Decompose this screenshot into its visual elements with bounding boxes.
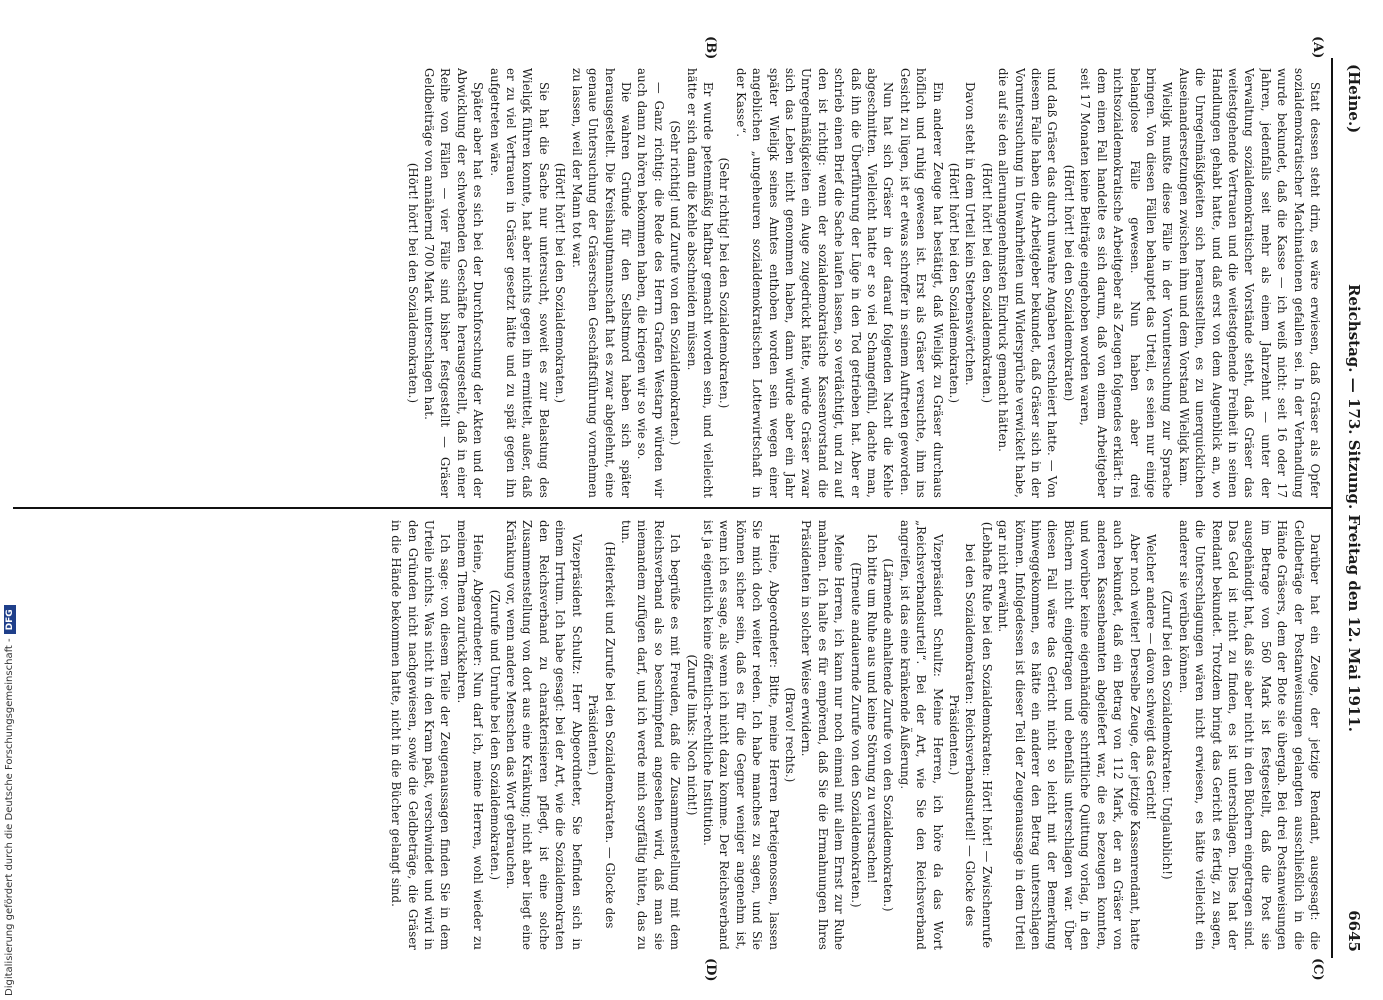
paragraph: Die wahren Gründe für den Selbstmord haben sich später herausgestellt. Die Kreishauptmannschaft hat es zwar abgelehnt, eine genaue Untersuchung der Gräserschen Geschäftsführung vornehmen zu lassen, weil der Mann tot war. [569,68,633,498]
right-column [18,520,1323,950]
interjection: (Lärmende anhaltende Zurufe von den Sozialdemokraten.) [881,558,896,912]
interjection: (Sehr richtig! und Zurufe von den Sozialdemokraten.) [668,120,683,446]
speech-paragraph: Vizepräsident Schultz: Meine Herren, ich höre da das Wort „Reichsverbandsurteil“. Bei der Art, wie Sie den Reichsverband angreifen, ist das eine kränkende Äußerung. [897,520,945,950]
paragraph: Aber noch weiter! Derselbe Zeuge, der jetzige Kassenrendant, hatte auch bekundet, daß ein Betrag von 112 Mark, der an Gräser von anderen Kassenbeamten abgeliefert war, die es bezeugen konnten, und worüber keine eigenhändige schriftliche Quittung vorlag, in den Büchern nicht eingetragen und ebenfalls unterschlagen war. Über diesen Fall wäre das Gericht nicht so leicht mit der Bemerkung hinweggekommen, es hätte ein anderer den Betrag unterschlagen können. Infolgedessen ist dieser Teil der Zeugenaussage in dem Urteil gar nicht erwähnt. [996,520,1142,950]
page-number: 6645 [1345,910,1363,952]
interjection: (Zurufe und Unruhe bei den Sozialdemokraten.) [487,589,502,881]
paragraph: Ich bitte um Ruhe aus und keine Störung zu verursachen! [865,534,880,884]
margin-mark-b: (B) [703,36,718,60]
paragraph: Davon steht in dem Urteil kein Sterbenswörtchen. [963,82,978,386]
speech-paragraph: Heine, Abgeordneter: Bitte, meine Herren Parteigenossen, lassen Sie mich doch weiter reden. Ich habe manches zu sagen, und Sie können sicher sein, daß es für die Gegner weniger angenehm ist, wenn ich es sage, als wenn ich nicht dazu komme. Der Reichsverband ist ja eigentlich keine öffentlich-rechtliche Institution. [700,520,781,950]
paragraph: Meine Herren, ich kann nur noch einmal mit allem Ernst zur Ruhe mahnen. Ich halte es für empörend, daß Sie die Ermahnungen Ihres Präsidenten in solcher Weise erwidern. [799,520,847,950]
paragraph: Ich begrüße es mit Freuden, daß die Zusammenstellung mit dem Reichsverband als so beschimpfend angesehen wird, daß man sie niemandem zufügen darf, und ich werde mich sorgfältig hüten, das zu tun. [618,520,683,950]
page-header [1333,58,1377,958]
interjection: (Sehr richtig! bei den Sozialdemokraten.) [717,157,732,409]
interjection: (Erneute andauernde Zurufe von den Sozialdemokraten.) [848,562,863,908]
interjection: (Heiterkeit und Zurufe bei den Sozialdemokraten. — Glocke des Präsidenten.) [586,541,617,929]
paragraph: Sie hat die Sache nur untersucht, soweit es zur Belastung des Wieligk führen konnte, hat aber nichts gegen ihn ermittelt, außer, daß er zu viel Vertrauen in Gräser gesetzt hätte und zu spät gegen ihn aufgetreten wäre. [487,68,551,498]
margin-mark-d: (D) [703,958,718,982]
paragraph: Ein anderer Zeuge hat bestätigt, daß Wieligk zu Gräser durchaus höflich und ruhig gewesen ist. Erst als Gräser versuchte, ihm ins Gesicht zu lügen, ist er etwas schroffer in seinem Auftreten geworden. [897,68,945,498]
interjection: (Hört! hört! bei den Sozialdemokraten.) [553,162,568,404]
paragraph: Wieligk mußte diese Fälle in der Voruntersuchung zur Sprache bringen. Von diesen Fällen behauptet das Urteil, es seien nur einige belanglose Fälle gewesen. Nun haben aber drei nichtsozialdemokratische Arbeitgeber als Zeugen folgendes erklärt: In dem einen Fall handelte es sich darum, daß von einem Arbeitgeber seit 17 Monaten keine Beiträge eingehoben worden waren, [1078,68,1175,498]
paragraph: und daß Gräser das durch unwahre Angaben verschleiert hatte. — Von diesem Falle haben die Arbeitgeber bekundet, daß Gräser sich in der Voruntersuchung in Unwahrheiten und Widersprüche verwickelt habe, die auf sie den allerunangenehmsten Eindruck gemacht hätten. [996,68,1060,498]
margin-mark-c: (C) [1310,958,1325,981]
paragraph: Darüber hat ein Zeuge, der jetzige Rendant, ausgesagt: die Geldbeträge der Postanweisungen gelangten ausschließlich in die Hände Gräsers, dem der Bote sie übergab. Bei drei Postanweisungen im Betrage von 560 Mark ist festgestellt, daß die Post sie ausgehändigt hat, daß sie aber nicht in den Büchern eingetragen sind. Das Geld ist nicht zu finden, es ist unterschlagen. Dies hat der Rendant bekundet. Trotzdem bringt das Gericht es fertig, zu sagen, die Unterschlagungen wären nicht erwiesen, es hätte vielleicht ein anderer sie verüben können. [1176,520,1322,950]
interjection: (Hört! hört! bei den Sozialdemokraten) [1061,164,1076,402]
header-rule [1331,58,1333,958]
dfg-logo: DFG [4,605,16,634]
paragraph: — Ganz richtig: die Rede des Herrn Grafen Westarp würden wir auch dann zu hören bekommen haben, die kriegen wir so wie so. [635,68,666,498]
interjection: (Zurufe links: Noch nicht!) [684,654,699,816]
speech-paragraph: Vizepräsident Schultz: Herr Abgeordneter, Sie befinden sich in einem Irrtum. Ich habe gesagt: bei der Art, wie die Sozialdemokraten den Reichsverband zu charakterisieren pflegt, ist eine solche Zusammenstellung von dort aus eine Kränkung; nicht aber liegt eine Kränkung vor, wenn andere Menschen das Wort gebrauchen. [504,520,584,950]
interjection: (Zuruf bei den Sozialdemokraten: Unglaublich!) [1160,590,1175,880]
footer-credit [4,605,16,996]
interjection: (Hört! hört! bei den Sozialdemokraten.) [979,162,994,404]
interjection: (Bravo! rechts.) [783,687,797,783]
interjection: (Hört! hört! bei den Sozialdemokraten.) [405,162,420,404]
paragraph: Ich sage: von diesem Teile der Zeugenaussagen finden Sie in dem Urteile nichts. Was nicht in den Kram paßt, verschwindet und wird in den Gründen nicht nachgewiesen, sowie die Geldbeträge, die Gräser in die Hände bekommen hatte, nicht in die Bücher gelangt sind. [389,520,453,950]
interjection: (Hört! hört! bei den Sozialdemokraten.) [947,162,962,404]
footer-text: Digitalisierung gefördert durch die Deutsche Forschungsgemeinschaft - [4,638,15,996]
paragraph: Statt dessen steht drin, es wäre erwiesen, daß Gräser als Opfer sozialdemokratischer Machinationen gefallen sei. In der Verhandlung wurde bekundet, daß die Kasse — ich weiß nicht: seit 16 oder 17 Jahren, jedenfalls seit mehr als einem Jahrzehnt — unter der Verwaltung sozialdemokratischer Vorstände steht, daß Gräser das weitestgehende Vertrauen und die weitestgehende Freiheit in seinen Handlungen gehabt hatte, und daß erst von dem Augenblick an, wo die Unregelmäßigkeiten sich herausstellten, es zu unerquicklichen Auseinandersetzungen zwischen ihm und dem Vorstand Wieligk kam. [1176,68,1322,498]
paragraph: Er wurde petenmäßig haftbar gemacht worden sein, und vielleicht hätte er sich dann die Kehle abschneiden müssen. [684,68,715,498]
margin-mark-a: (A) [1310,36,1325,59]
left-column [18,68,1323,498]
paragraph: Nun hat sich Gräser in der darauf folgenden Nacht die Kehle abgeschnitten. Vielleicht hatte er so viel Schamgefühl, dachte man, daß ihn die Überführung der Lüge in den Tod getrieben hat. Aber er schrieb einen Brief die Sache laufen lassen, so verdächtigt, und zu auf den ist richtig: wenn der sozialdemokratische Kassenvorstand die Unregelmäßigkeiten ein Auge zugedrückt hätte, würde Gräser zwar sich das Leben nicht genommen haben, dann würde aber ein Jahr später Wieligk seines Amtes enthoben worden sein wegen einer angeblichen „ungeheuren sozialdemokratischen Lotterwirtschaft in der Kasse“. [733,68,896,498]
paragraph: Später aber hat es sich bei der Durchforschung der Akten und der Abwicklung der schwebenden Geschäfte herausgestellt, daß in einer Reihe von Fällen — vier Fälle sind bisher festgestellt — Gräser Geldbeiträge von annähernd 700 Mark unterschlagen hat. [422,68,486,498]
paragraph: Welcher andere — davon schweigt das Gericht! [1143,534,1158,821]
speaker-header: (Heine.) [1345,64,1363,134]
interjection: (Lebhafte Rufe bei den Sozialdemokraten: Hört! hört! — Zwischenrufe bei den Sozialdemokraten: Reichsverbandsurteil! — Glocke des Präsidenten.) [947,521,994,949]
session-title: Reichstag. — 173. Sitzung. Freitag den 12. Mai 1911. [1345,283,1363,733]
speech-paragraph: Heine, Abgeordneter: Nun darf ich, meine Herren, wohl wieder zu meinem Thema zurückkehren. [454,520,486,950]
column-separator [13,507,1331,509]
